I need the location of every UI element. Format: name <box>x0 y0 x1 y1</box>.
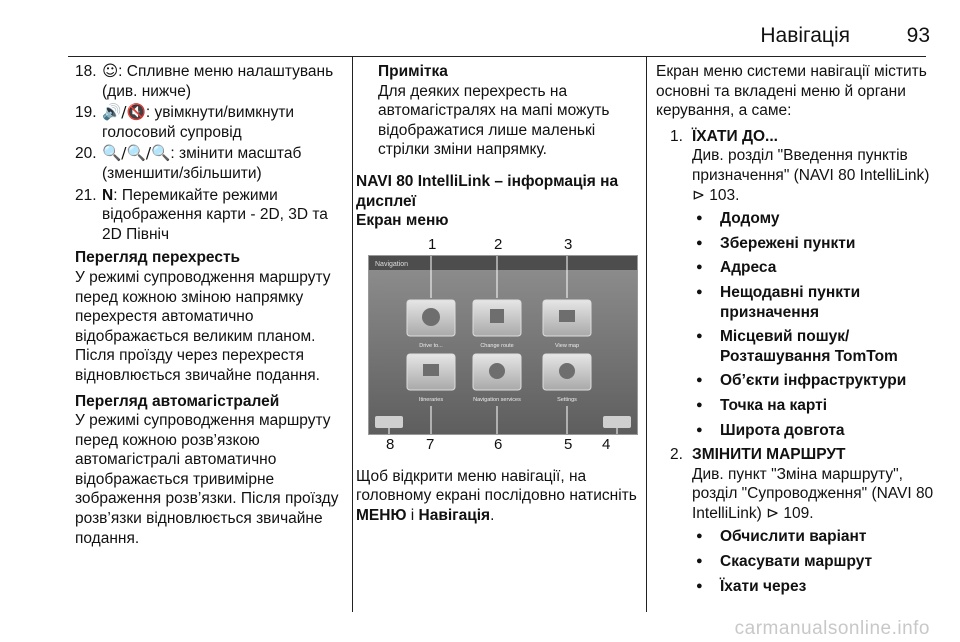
callout-4: 4 <box>602 435 611 453</box>
list-item: 19. 🔊/🔇: увімкнути/вимкнути голосовий супровід <box>75 103 295 141</box>
item-title: ЇХАТИ ДО... <box>692 127 778 145</box>
intro-paragraph: Екран меню системи навігації містить основні та вкладені меню й органи керування, а саме: <box>656 63 927 120</box>
speaker-icon: 🔊/🔇 <box>102 103 146 122</box>
column-divider-right <box>646 57 647 612</box>
section-title: NAVI 80 IntelliLink – інформація на дисплеї <box>356 172 619 210</box>
page-ref: ⊳ 103. <box>692 186 740 204</box>
list-item: ● Об’єкти інфраструктури <box>692 371 936 391</box>
list-item: ● Широта довгота <box>692 421 936 441</box>
nav-menu-screen-graphic <box>369 256 637 434</box>
svg-text:View map: View map <box>554 342 580 349</box>
callout-7: 7 <box>426 435 435 453</box>
list-item: ● Додому <box>692 209 936 229</box>
right-column <box>656 62 936 601</box>
svg-text:Settings: Settings <box>557 396 577 403</box>
menu-list-item-2: 2. ЗМІНИТИ МАРШРУТ Див. пункт "Зміна маршруту", розділ "Супроводження" (NAVI 80 IntelliLink) ⊳ 109. ● Обчислити варіант ● Скасувати маршрут ● Їхати через <box>656 445 936 596</box>
subsection-title: Екран меню <box>356 212 449 230</box>
section-heading: Перегляд автомагістралей <box>75 392 280 410</box>
callout-2: 2 <box>494 235 503 253</box>
back-button[interactable] <box>375 416 403 428</box>
menu-list <box>656 127 936 596</box>
middle-column <box>356 62 638 532</box>
menu-screen-figure <box>356 235 638 453</box>
menu-label: МЕНЮ <box>356 506 407 524</box>
paragraph: У режимі супроводження маршруту перед кожною розв’язкою автомагістралі автоматично відображається тривимірне зображення розв’язки. Після проїзду розв’язки відновлюється звичайне подання. <box>75 412 339 547</box>
submenu-list <box>692 209 936 440</box>
item-description: Див. пункт "Зміна маршруту", розділ "Супроводження" (NAVI 80 IntelliLink) ⊳ 109. <box>692 465 934 522</box>
zoom-icon: 🔍/🔍/🔍 <box>102 144 171 163</box>
note-box <box>356 62 638 160</box>
list-item: ● Обчислити варіант <box>692 527 936 547</box>
list-item: 21. N: Перемикайте режими відображення карти - 2D, 3D та 2D Північ <box>75 186 328 243</box>
header-title: Навігація <box>760 24 850 47</box>
paragraph: У режимі супроводження маршруту перед кожною зміною напрямку перехрестя автоматично відображається великим планом. Після проїзду через перехрестя відновлюється звичайне подання. <box>75 268 331 384</box>
list-item: ● Їхати через <box>692 577 936 597</box>
list-item: 20. 🔍/🔍/🔍: змінити масштаб (зменшити/збільшити) <box>75 144 302 182</box>
screen-title: Navigation <box>375 260 409 268</box>
nav-menu-screen <box>368 255 638 435</box>
callout-5: 5 <box>564 435 573 453</box>
menu-list-item-1: 1. ЇХАТИ ДО... Див. розділ "Введення пунктів призначення" (NAVI 80 IntelliLink) ⊳ 103. ● Додому ● Збережені пункти ● Адреса ● Нещодавні пункти призначення ● Місцевий пошук/ Розташування TomTom ● Об’єкти інфраструктури ● Точка на карті ● Широта довгота <box>656 127 936 440</box>
list-item: ● Збережені пункти <box>692 234 936 254</box>
section-heading: Перегляд перехресть <box>75 249 241 267</box>
item-title: ЗМІНИТИ МАРШРУТ <box>692 446 846 464</box>
callouts-top <box>356 235 638 253</box>
options-button[interactable] <box>603 416 631 428</box>
page-ref: ⊳ 109. <box>766 504 814 522</box>
page-number: 93 <box>906 24 930 47</box>
list-item: ● Точка на карті <box>692 396 936 416</box>
callout-8: 8 <box>386 435 395 453</box>
list-item: ● Місцевий пошук/ Розташування TomTom <box>692 327 936 366</box>
settings-popup-icon: ☺ <box>102 62 119 80</box>
left-column <box>75 62 347 554</box>
callout-3: 3 <box>564 235 573 253</box>
callouts-bottom <box>356 435 638 453</box>
column-divider-left <box>352 57 353 612</box>
item-description: Див. розділ "Введення пунктів призначення" (NAVI 80 IntelliLink) ⊳ 103. <box>692 147 930 204</box>
submenu-list <box>692 527 936 596</box>
instruction-paragraph: Щоб відкрити меню навігації, на головному екрані послідовно натисніть МЕНЮ і Навігація. <box>356 467 637 524</box>
svg-text:Navigation services: Navigation services <box>473 396 521 403</box>
list-item: 18. ☺: Спливне меню налаштувань (див. нижче) <box>75 62 334 100</box>
note-text: Для деяких перехресть на автомагістралях на мапі можуть відображатися лише маленькі стрілки зміни напрямку. <box>378 82 610 159</box>
north-icon: N <box>102 186 114 204</box>
svg-text:Itineraries: Itineraries <box>418 396 444 403</box>
navigation-label: Навігація <box>418 506 491 524</box>
list-item: ● Нещодавні пункти призначення <box>692 283 936 322</box>
note-title: Примітка <box>378 63 448 80</box>
list-item: ● Адреса <box>692 258 936 278</box>
svg-text:Drive to...: Drive to... <box>419 342 443 349</box>
page-header <box>0 0 960 58</box>
watermark: carmanualsonline.info <box>734 618 930 639</box>
list-item: ● Скасувати маршрут <box>692 552 936 572</box>
callout-6: 6 <box>494 435 503 453</box>
callout-1: 1 <box>428 235 437 253</box>
header-rule <box>68 56 926 57</box>
svg-text:Change route: Change route <box>480 342 514 349</box>
